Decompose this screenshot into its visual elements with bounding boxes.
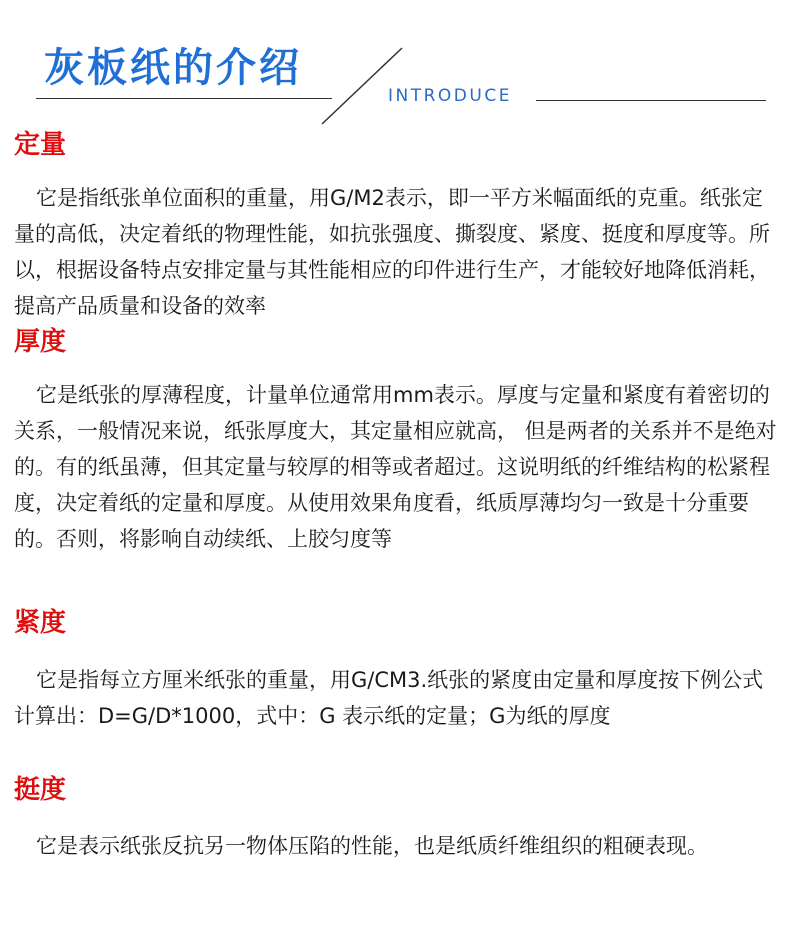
- section-body: 它是指每立方厘米纸张的重量，用G/CM3.纸张的紧度由定量和厚度按下例公式计算出：D=G/D*1000，式中：G 表示纸的定量；G为纸的厚度: [14, 668, 764, 728]
- page-title: 灰板纸的介绍: [44, 45, 302, 91]
- section-heading: 定量: [14, 130, 67, 160]
- diagonal-divider: [0, 0, 790, 130]
- section-heading: 挺度: [14, 775, 67, 805]
- section-body: 它是表示纸张反抗另一物体压陷的性能，也是纸质纤维组织的粗硬表现。: [36, 834, 708, 858]
- section-heading: 厚度: [14, 327, 67, 357]
- section-heading: 紧度: [14, 608, 67, 638]
- subtitle-rule: [536, 100, 766, 101]
- page-subtitle: INTRODUCE: [388, 86, 512, 106]
- page-header: [0, 0, 790, 130]
- section-body: 它是指纸张单位面积的重量，用G/M2表示，即一平方米幅面纸的克重。纸张定量的高低，决定着纸的物理性能，如抗张强度、撕裂度、紧度、挺度和厚度等。所以，根据设备特点安排定量与其性能相应的印件进行生产，才能较好地降低消耗，提高产品质量和设备的效率: [14, 186, 770, 318]
- section-body: 它是纸张的厚薄程度，计量单位通常用mm表示。厚度与定量和紧度有着密切的关系，一般情况来说，纸张厚度大，其定量相应就高， 但是两者的关系并不是绝对的。有的纸虽薄，但其定量与较厚的相等或者超过。这说明纸的纤维结构的松紧程度，决定着纸的定量和厚度。从使用效果角度看，纸质厚薄均匀一致是十分重要的。否则，将影响自动续纸、上胶匀度等: [14, 383, 777, 551]
